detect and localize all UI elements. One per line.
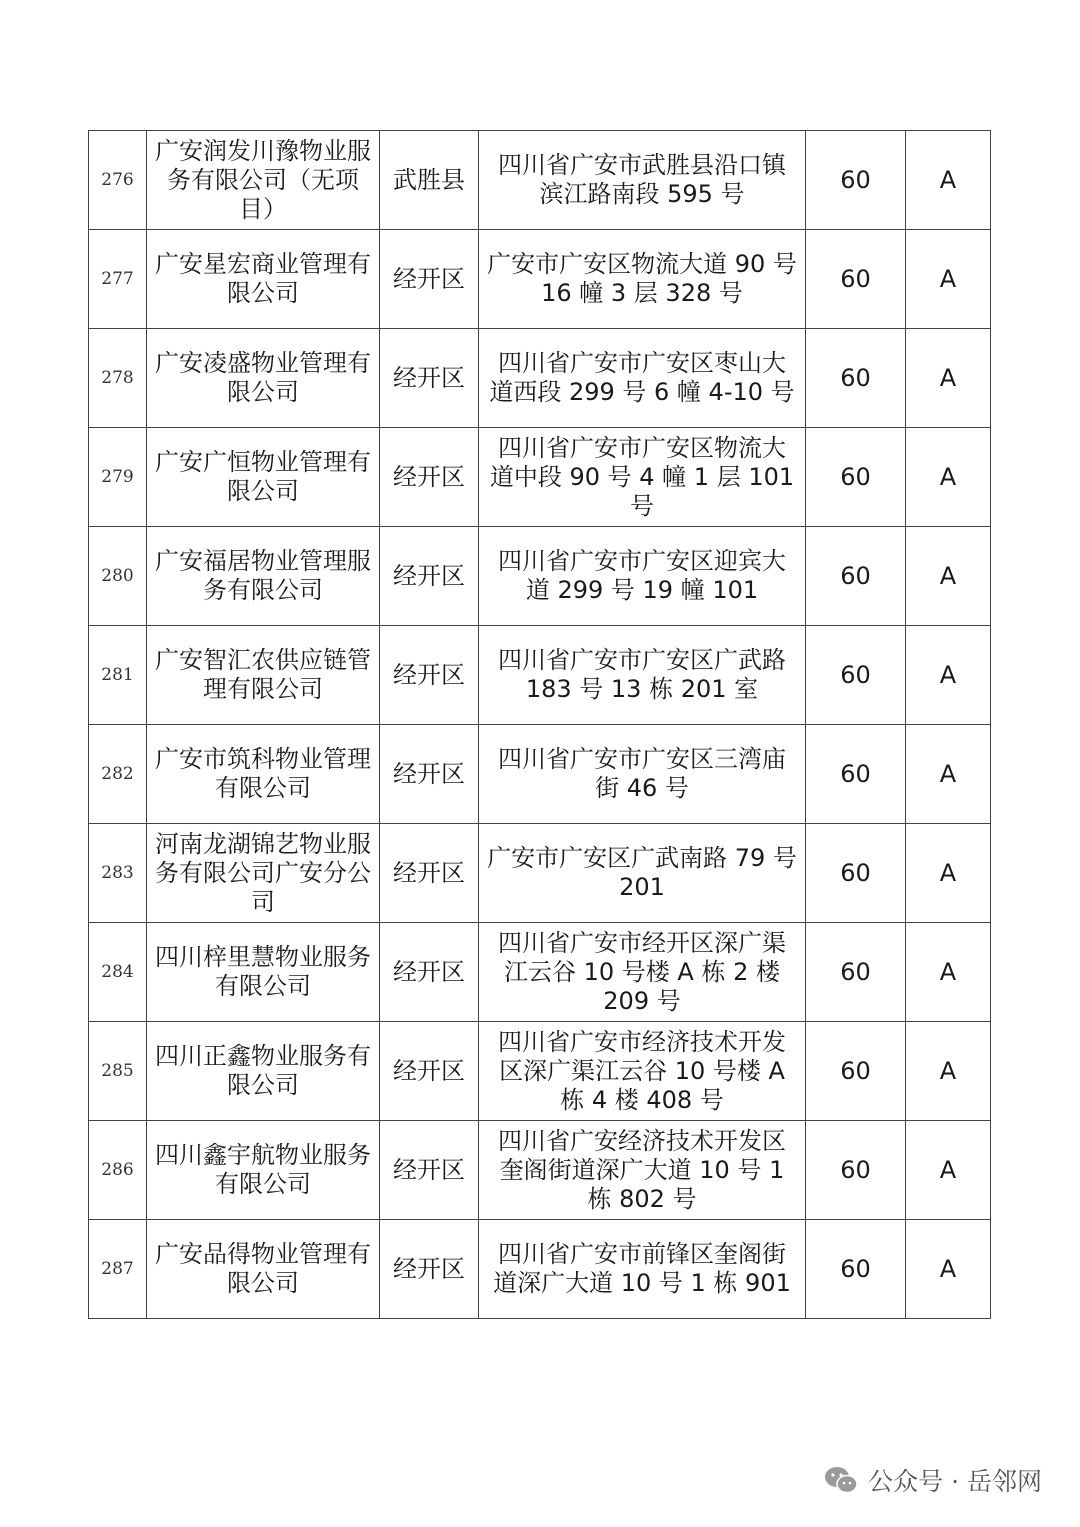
table-row	[89, 1121, 991, 1220]
grade-cell: A	[906, 428, 991, 527]
row-number-cell: 284	[89, 923, 147, 1022]
score-cell: 60	[806, 1022, 906, 1121]
wechat-footer	[824, 1462, 1042, 1498]
footer-text: 公众号 · 岳邻网	[868, 1467, 1042, 1496]
district-cell: 经开区	[380, 428, 479, 527]
company-name-cell: 四川正鑫物业服务有限公司	[147, 1022, 380, 1121]
row-number-cell: 281	[89, 626, 147, 725]
grade-cell: A	[906, 725, 991, 824]
address-cell: 四川省广安市经济技术开发区深广渠江云谷 10 号楼 A 栋 4 楼 408 号	[479, 1022, 806, 1121]
row-number-cell: 287	[89, 1220, 147, 1319]
grade-cell: A	[906, 131, 991, 230]
district-cell: 经开区	[380, 329, 479, 428]
grade-cell: A	[906, 527, 991, 626]
district-cell: 经开区	[380, 725, 479, 824]
score-cell: 60	[806, 329, 906, 428]
district-cell: 经开区	[380, 923, 479, 1022]
company-name-cell: 四川鑫宇航物业服务有限公司	[147, 1121, 380, 1220]
district-cell: 经开区	[380, 527, 479, 626]
table-row	[89, 131, 991, 230]
table-row	[89, 626, 991, 725]
score-cell: 60	[806, 428, 906, 527]
company-name-cell: 广安品得物业管理有限公司	[147, 1220, 380, 1319]
grade-cell: A	[906, 1220, 991, 1319]
score-cell: 60	[806, 626, 906, 725]
grade-cell: A	[906, 824, 991, 923]
score-cell: 60	[806, 824, 906, 923]
row-number-cell: 283	[89, 824, 147, 923]
score-cell: 60	[806, 1220, 906, 1319]
table-row	[89, 329, 991, 428]
district-cell: 经开区	[380, 626, 479, 725]
table-body	[89, 131, 991, 1319]
score-cell: 60	[806, 725, 906, 824]
address-cell: 广安市广安区广武南路 79 号 201	[479, 824, 806, 923]
district-cell: 经开区	[380, 1220, 479, 1319]
district-cell: 经开区	[380, 824, 479, 923]
grade-cell: A	[906, 329, 991, 428]
district-cell: 经开区	[380, 1121, 479, 1220]
table-row	[89, 230, 991, 329]
enterprise-table	[88, 130, 991, 1319]
table-row	[89, 725, 991, 824]
score-cell: 60	[806, 923, 906, 1022]
row-number-cell: 277	[89, 230, 147, 329]
row-number-cell: 279	[89, 428, 147, 527]
score-cell: 60	[806, 230, 906, 329]
address-cell: 四川省广安市广安区迎宾大道 299 号 19 幢 101	[479, 527, 806, 626]
table-row	[89, 527, 991, 626]
row-number-cell: 280	[89, 527, 147, 626]
address-cell: 四川省广安市广安区广武路 183 号 13 栋 201 室	[479, 626, 806, 725]
grade-cell: A	[906, 626, 991, 725]
company-name-cell: 广安广恒物业管理有限公司	[147, 428, 380, 527]
company-name-cell: 广安福居物业管理服务有限公司	[147, 527, 380, 626]
table-row	[89, 824, 991, 923]
company-name-cell: 河南龙湖锦艺物业服务有限公司广安分公司	[147, 824, 380, 923]
row-number-cell: 276	[89, 131, 147, 230]
row-number-cell: 282	[89, 725, 147, 824]
company-name-cell: 广安智汇农供应链管理有限公司	[147, 626, 380, 725]
address-cell: 四川省广安市广安区枣山大道西段 299 号 6 幢 4-10 号	[479, 329, 806, 428]
row-number-cell: 278	[89, 329, 147, 428]
table-row	[89, 428, 991, 527]
company-name-cell: 广安市筑科物业管理有限公司	[147, 725, 380, 824]
grade-cell: A	[906, 1121, 991, 1220]
address-cell: 四川省广安市广安区三湾庙街 46 号	[479, 725, 806, 824]
wechat-icon	[824, 1466, 858, 1494]
company-name-cell: 四川梓里慧物业服务有限公司	[147, 923, 380, 1022]
company-name-cell: 广安润发川豫物业服务有限公司（无项目）	[147, 131, 380, 230]
address-cell: 四川省广安经济技术开发区奎阁街道深广大道 10 号 1 栋 802 号	[479, 1121, 806, 1220]
row-number-cell: 286	[89, 1121, 147, 1220]
table-row	[89, 1220, 991, 1319]
grade-cell: A	[906, 923, 991, 1022]
district-cell: 经开区	[380, 230, 479, 329]
grade-cell: A	[906, 1022, 991, 1121]
score-cell: 60	[806, 527, 906, 626]
grade-cell: A	[906, 230, 991, 329]
address-cell: 四川省广安市经开区深广渠江云谷 10 号楼 A 栋 2 楼 209 号	[479, 923, 806, 1022]
address-cell: 四川省广安市广安区物流大道中段 90 号 4 幢 1 层 101 号	[479, 428, 806, 527]
company-name-cell: 广安星宏商业管理有限公司	[147, 230, 380, 329]
district-cell: 武胜县	[380, 131, 479, 230]
district-cell: 经开区	[380, 1022, 479, 1121]
table-row	[89, 1022, 991, 1121]
company-name-cell: 广安凌盛物业管理有限公司	[147, 329, 380, 428]
row-number-cell: 285	[89, 1022, 147, 1121]
score-cell: 60	[806, 131, 906, 230]
table-row	[89, 923, 991, 1022]
address-cell: 广安市广安区物流大道 90 号 16 幢 3 层 328 号	[479, 230, 806, 329]
address-cell: 四川省广安市前锋区奎阁街道深广大道 10 号 1 栋 901	[479, 1220, 806, 1319]
address-cell: 四川省广安市武胜县沿口镇滨江路南段 595 号	[479, 131, 806, 230]
score-cell: 60	[806, 1121, 906, 1220]
